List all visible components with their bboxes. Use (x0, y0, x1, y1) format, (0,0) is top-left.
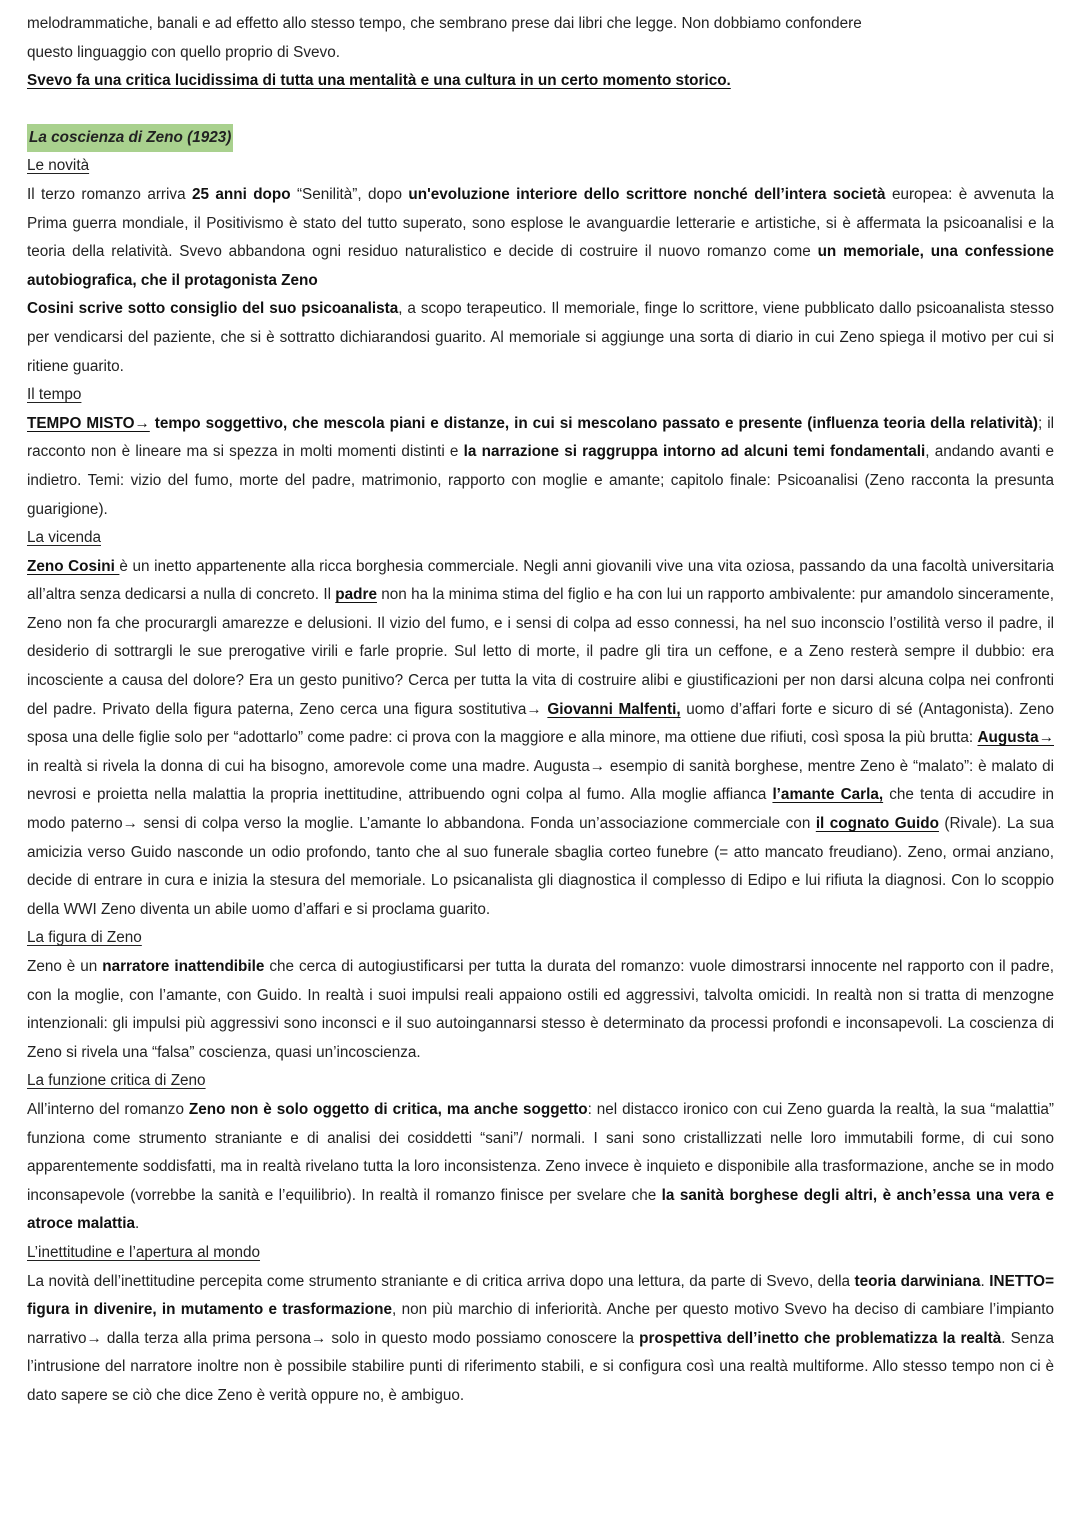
bold-text: un memoriale, una confessione autobiografica, che il protagonista Zeno (27, 243, 1054, 289)
text: Il terzo romanzo arriva (27, 185, 192, 203)
text: , non più marchio di inferiorità. Anche per questo motivo Svevo ha deciso di cambiare l’impianto narrativo→ dalla terza alla prima persona→ solo in questo modo possiamo conoscere la (27, 1301, 1054, 1347)
book-title: La coscienza di Zeno (1923) (27, 124, 233, 153)
text: , a scopo terapeutico. Il memoriale, finge lo scrittore, viene pubblicato dallo psicoanalista stesso per vendicarsi del paziente, che si è sottratto dichiarandosi guarito. Al memoriale si aggiunge una sorta di diario in cui Zeno spiega il motivo per cui si ritiene guarito. (27, 300, 1054, 375)
bold-text: INETTO= figura in divenire, in mutamento e trasformazione (27, 1272, 1055, 1319)
text: in realtà si rivela la donna di cui ha bisogno, amorevole come una madre. Augusta→ esempio di sanità borghese, mentre Zeno è “malato”: è malato di nevrosi e proietta nella malattia la propria inettitudine, attribuendo ogni colpa al fumo. Alla moglie affianca (27, 757, 1054, 804)
intro-conclusion: Svevo fa una critica lucidissima di tutta una mentalità e una cultura in un certo momento storico. (27, 72, 731, 90)
text: : nel distacco ironico con cui Zeno guarda la realtà, la sua “malattia” funziona come strumento straniante e di analisi dei cosiddetti “sani”/ normali. I sani sono cristallizzati nelle loro immutabili forme, di cui sono apparentemente soddisfatti, ma in realtà rivelano tutta la loro inconsistenza. Zeno invece è inquieto e disponibile alla trasformazione, anche se in modo inconsapevole (vorrebbe la sanità e l’equilibrio). In realtà il romanzo finisce per svelare che (27, 1100, 1054, 1204)
text: uomo d’affari forte e sicuro di sé (Antagonista). Zeno sposa una delle figlie solo per “adottarlo” come padre: ci prova con la maggiore e alla minore, ma ottiene due rifiuti, così sposa la più brutta: (27, 700, 1055, 747)
bold-text: tempo soggettivo, che mescola piani e distanze, in cui si mescolano passato e presente (influenza teoria della relatività) (149, 414, 1038, 432)
bold-underline-text: Giovanni Malfenti, (547, 700, 681, 718)
bold-underline-text: il cognato Guido (815, 815, 939, 833)
bold-underline-text: l’amante Carla, (772, 786, 884, 804)
text: ; il racconto non è lineare ma si spezza in molti momenti distinti e (27, 414, 1054, 461)
text: è un inetto appartenente alla ricca borghesia commerciale. Negli anni giovanili vive una vita oziosa, passando da una facoltà universitaria all’altra senza dedicarsi a nulla di concreto. Il (27, 557, 1054, 604)
bold-text: la narrazione si raggruppa intorno ad alcuni temi fondamentali (463, 443, 926, 461)
text: La novità dell’inettitudine percepita come strumento straniante e di critica arriva dopo una lettura, da parte di Svevo, della (27, 1272, 855, 1290)
bold-text: teoria darwiniana (854, 1272, 981, 1290)
text: che tenta di accudire in modo paterno→ sensi di colpa verso la moglie. L’amante lo abbandona. Fonda un’associazione commerciale con (27, 786, 1054, 833)
bold-underline-text: Zeno Cosini (27, 557, 120, 575)
bold-underline-text: TEMPO MISTO→ (27, 414, 150, 432)
section-heading-funzione: La funzione critica di Zeno (27, 1072, 206, 1090)
text: , andando avanti e indietro. Temi: vizio del fumo, morte del padre, matrimonio, rapporto con moglie e amante; capitolo finale: Psicoanalisi (Zeno racconta la presunta guarigione). (27, 443, 1054, 518)
paragraph-figura (27, 953, 1054, 1067)
section-heading-tempo: Il tempo (27, 386, 82, 404)
text: “Senilità”, dopo (290, 185, 409, 203)
text: . Senza l’intrusione del narratore inoltre non è possibile stabilire punti di riferimento stabili, e si configura così una realtà multiforme. Allo stesso tempo non ci è dato sapere se ciò che dice Zeno è verità oppure no, è ambiguo. (27, 1329, 1055, 1404)
text: . (980, 1272, 990, 1290)
paragraph-inettitudine (27, 1268, 1054, 1411)
paragraph-vicenda (27, 553, 1054, 925)
bold-text: 25 anni dopo (191, 185, 291, 203)
section-heading-figura: La figura di Zeno (27, 929, 142, 947)
paragraph-novita (27, 181, 1054, 381)
text: All’interno del romanzo (27, 1100, 189, 1118)
text: (Rivale). La sua amicizia verso Guido nasconde un odio profondo, tanto che al suo funerale sbaglia corteo funebre (= atto mancato freudiano). Zeno, ormai anziano, decide di entrare in cura e inizia la stesura del memoriale. Lo psicanalista gli diagnostica il complesso di Edipo e lui rifiuta la diagnosi. Con lo scoppio della WWI Zeno diventa un abile uomo d’affari e si proclama guarito. (27, 815, 1054, 918)
section-heading-inettitudine: L’inettitudine e l’apertura al mondo (27, 1243, 261, 1261)
text: . (134, 1215, 140, 1233)
bold-underline-text: Augusta→ (977, 729, 1054, 747)
bold-text: prospettiva dell’inetto che problematizza la realtà (639, 1329, 1002, 1347)
text: europea: è avvenuta la Prima guerra mondiale, il Positivismo è stato del tutto superato, sono esplose le avanguardie letterarie e artistiche, si è affermata la psicoanalisi e la teoria della relatività. Svevo abbandona ogni residuo naturalistico e decide di costruire il nuovo romanzo come (27, 185, 1054, 261)
section-heading-novita: Le novità (27, 157, 90, 175)
section-heading-vicenda: La vicenda (27, 529, 101, 547)
bold-text: narratore inattendibile (102, 958, 265, 975)
intro-line-2: questo linguaggio con quello proprio di Svevo. (27, 43, 340, 61)
bold-underline-text: padre (335, 586, 377, 604)
paragraph-funzione (27, 1096, 1054, 1239)
intro-line-1: melodrammatiche, banali e ad effetto allo stesso tempo, che sembrano prese dai libri che legge. Non dobbiamo confondere (27, 15, 862, 32)
bold-text: Zeno non è solo oggetto di critica, ma anche soggetto (188, 1100, 588, 1118)
bold-text: un'evoluzione interiore dello scrittore nonché dell’intera società (408, 185, 886, 203)
bold-text: Cosini scrive sotto consiglio del suo psicoanalista (27, 300, 399, 318)
text: Zeno è un (27, 958, 103, 975)
text: che cerca di autogiustificarsi per tutta la durata del romanzo: vuole dimostrarsi innocente nel rapporto con il padre, con la moglie, con l’amante, con Guido. In realtà i suoi impulsi reali appaiono ostili ed aggressivi, talvolta omicidi. In realtà non si tratta di menzogne intenzionali: gli impulsi più aggressivi sono inconsci e il suo autoingannarsi stesso è determinato da processi profondi e inconsapevoli. La coscienza di Zeno si rivela una “falsa” coscienza, quasi un’incoscienza. (27, 958, 1055, 1061)
bold-text: la sanità borghese degli altri, è anch’essa una vera e atroce malattia (27, 1186, 1054, 1233)
paragraph-tempo (27, 410, 1054, 524)
text: non ha la minima stima del figlio e ha con lui un rapporto ambivalente: pur amandolo sinceramente, Zeno non fa che procurargli amarezze e delusioni. Il vizio del fumo, e i sensi di colpa ad esso connessi, ha nel suo inconscio l’ostilità verso il padre, il desiderio di sottrargli le sue prerogative virili e farle proprie. Sul letto di morte, il padre gli tira un ceffone, e a Zeno resterà sempre il dubbio: era incosciente a causa del dolore? Era un gesto punitivo? Cerca per tutta la vita di costruire alibi e giustificazioni per non darsi alcuna colpa nei confronti del padre. Privato della figura paterna, Zeno cerca una figura sostitutiva→ (27, 586, 1054, 718)
